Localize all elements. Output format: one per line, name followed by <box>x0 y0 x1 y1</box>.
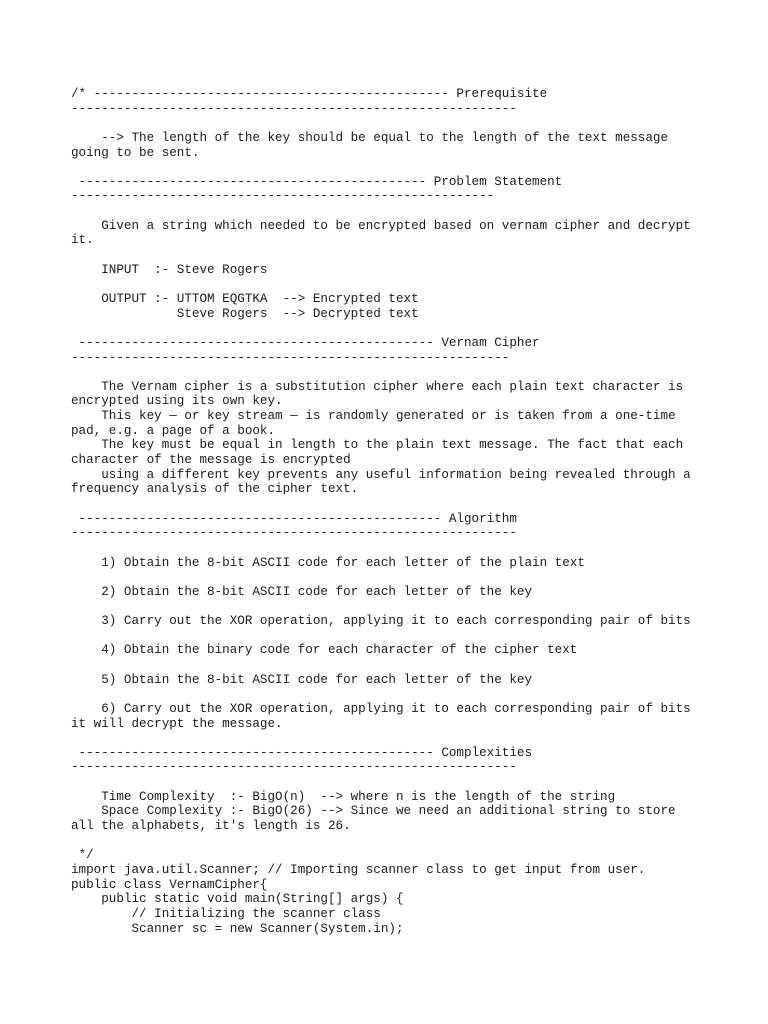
document-line: // Initializing the scanner class <box>71 906 381 921</box>
document-line <box>71 658 761 673</box>
document-line: going to be sent. <box>71 145 200 160</box>
document-line: public static void main(String[] args) { <box>71 892 404 907</box>
document-line: 5) Obtain the 8-bit ASCII code for each letter of the key <box>71 672 533 687</box>
document-line <box>71 204 761 219</box>
document-line: The Vernam cipher is a substitution cipher where each plain text character is <box>71 379 684 394</box>
document-line: Scanner sc = new Scanner(System.in); <box>71 921 404 936</box>
document-line: -------------------------------------------------------- <box>71 189 495 204</box>
document-line: character of the message is encrypted <box>71 453 351 468</box>
document-line: Given a string which needed to be encrypted based on vernam cipher and decrypt <box>71 218 691 233</box>
document-line <box>71 775 761 790</box>
document-line <box>71 731 761 746</box>
document-line: all the alphabets, it's length is 26. <box>71 819 351 834</box>
document-line: ------------------------------------------------ Algorithm <box>71 511 517 526</box>
document-line <box>71 365 761 380</box>
document-line: 4) Obtain the binary code for each character of the cipher text <box>71 643 578 658</box>
document-line: INPUT :- Steve Rogers <box>71 262 268 277</box>
document-line: ----------------------------------------------------------- <box>71 760 517 775</box>
code-document <box>71 87 761 936</box>
document-line: The key must be equal in length to the plain text message. The fact that each <box>71 438 684 453</box>
document-line: ---------------------------------------------------------- <box>71 350 510 365</box>
document-line <box>71 160 761 175</box>
document-line: it. <box>71 233 94 248</box>
document-line: Time Complexity :- BigO(n) --> where n is the length of the string <box>71 789 616 804</box>
document-line: ---------------------------------------------- Problem Statement <box>71 174 563 189</box>
document-line: frequency analysis of the cipher text. <box>71 482 359 497</box>
document-line <box>71 541 761 556</box>
document-line: 6) Carry out the XOR operation, applying it to each corresponding pair of bits <box>71 701 691 716</box>
document-line: 3) Carry out the XOR operation, applying it to each corresponding pair of bits <box>71 614 691 629</box>
document-line: Space Complexity :- BigO(26) --> Since we need an additional string to store <box>71 804 676 819</box>
document-line: /* ----------------------------------------------- Prerequisite <box>71 87 548 101</box>
document-line: This key — or key stream — is randomly generated or is taken from a one-time <box>71 409 676 424</box>
document-line: ----------------------------------------------- Complexities <box>71 745 533 760</box>
document-line: ----------------------------------------------------------- <box>71 526 517 541</box>
document-line: public class VernamCipher{ <box>71 877 268 892</box>
document-line <box>71 321 761 336</box>
document-line: using a different key prevents any useful information being revealed through a <box>71 467 691 482</box>
document-line: import java.util.Scanner; // Importing scanner class to get input from user. <box>71 862 646 877</box>
document-line <box>71 599 761 614</box>
document-line <box>71 570 761 585</box>
document-line: */ <box>71 848 94 863</box>
document-line: ----------------------------------------------- Vernam Cipher <box>71 335 540 350</box>
document-line: --> The length of the key should be equal to the length of the text message <box>71 130 669 145</box>
document-line: it will decrypt the message. <box>71 716 283 731</box>
document-line: pad, e.g. a page of a book. <box>71 423 276 438</box>
document-line: ----------------------------------------------------------- <box>71 101 517 116</box>
document-line <box>71 116 761 131</box>
document-line <box>71 248 761 263</box>
document-line: OUTPUT :- UTTOM EQGTKA --> Encrypted text <box>71 291 419 306</box>
document-line <box>71 834 761 849</box>
document-line: 1) Obtain the 8-bit ASCII code for each letter of the plain text <box>71 555 585 570</box>
document-line <box>71 277 761 292</box>
document-line: 2) Obtain the 8-bit ASCII code for each letter of the key <box>71 584 533 599</box>
document-line: encrypted using its own key. <box>71 394 283 409</box>
document-line <box>71 629 761 644</box>
document-line <box>71 687 761 702</box>
document-line <box>71 497 761 512</box>
document-line: Steve Rogers --> Decrypted text <box>71 306 419 321</box>
